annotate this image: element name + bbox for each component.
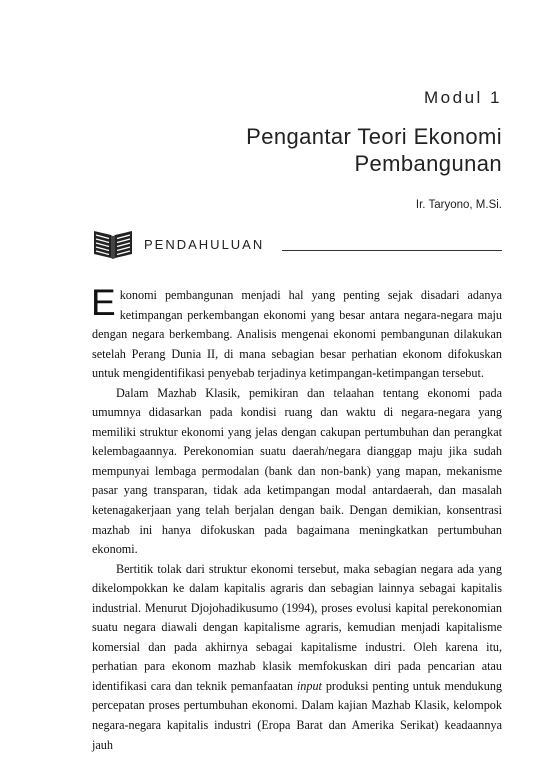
- section-header: [92, 228, 502, 260]
- paragraph-3-italic: input: [296, 678, 322, 693]
- title-line-2: Pembangunan: [354, 151, 502, 176]
- drop-cap: E: [91, 282, 116, 323]
- paragraph-3: [92, 560, 502, 755]
- open-book-icon: [92, 228, 134, 260]
- author-name: Ir. Taryono, M.Si.: [415, 199, 502, 211]
- paragraph-1-text: konomi pembangunan menjadi hal yang penting sejak disadari adanya ketimpangan perkembangan ekonomi yang besar antara negara-negara maju dengan negara berkembang. Analisis mengenai ekonomi pembangunan dilakukan setelah Perang Dunia II, di mana sebagian besar perhatian ekonom difokuskan untuk mengidentifikasi penyebab terjadinya ketimpangan-ketimpangan tersebut.: [92, 288, 502, 381]
- body-text: [91, 282, 503, 755]
- page-title: [142, 123, 502, 177]
- module-label: Modul 1: [424, 88, 502, 107]
- paragraph-3-text-a: Bertitik tolak dari struktur ekonomi tersebut, maka sebagian negara ada yang dikelompokkan ke dalam kapitalis agraris dan sebagian lainnya sebagai kapitalis industrial. Menurut Djojohadikusumo (1994), proses evolusi kapital perekonomian suatu negara diawali dengan kapitalisme agraris, kemudian menjadi kapitalisme komersial dan pada akhirnya sebagai kapitalisme industri. Oleh karena itu, perhatian para ekonom mazhab klasik memfokuskan diri pada pencarian atau identifikasi cara dan teknik pemanfaatan: [92, 561, 502, 693]
- section-title: PENDAHULUAN: [144, 237, 265, 252]
- section-divider: [282, 250, 502, 251]
- paragraph-3-text-b: produksi penting untuk mendukung percepatan proses pertumbuhan ekonomi. Dalam kajian Mazhab Klasik, kelompok negara-negara kapitalis industri (Eropa Barat dan Amerika Serikat) keadaannya jauh: [92, 678, 503, 752]
- paragraph-2: Dalam Mazhab Klasik, pemikiran dan telaahan tentang ekonomi pada umumnya didasarkan pada kondisi ruang dan waktu di negara-negara yang memiliki struktur ekonomi yang jelas dengan cakupan pertumbuhan dan perangkat kelembagaannya. Perekonomian suatu daerah/negara dianggap maju jika sudah mempunyai lembaga permodalan (bank dan non-bank) yang mapan, mekanisme pasar yang transparan, tidak ada ketimpangan modal antardaerah, dan masalah ketenagakerjaan yang telah berjalan dengan baik. Dengan demikian, konsentrasi mazhab ini hanya difokuskan pada bagaimana meningkatkan pertumbuhan ekonomi.: [92, 385, 502, 557]
- paragraph-1: [91, 282, 502, 384]
- title-line-1: Pengantar Teori Ekonomi: [246, 124, 502, 149]
